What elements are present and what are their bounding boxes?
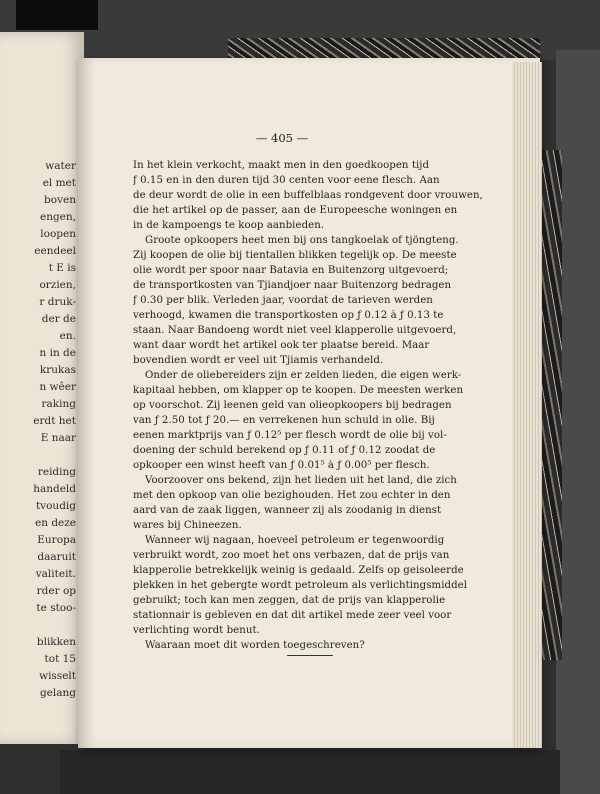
left-page-line: engen, <box>39 211 76 223</box>
body-text-line: met den opkoop van olie bezighouden. Het zou echter in den <box>133 490 451 501</box>
left-page-line: rder op <box>36 585 76 597</box>
left-page-line: krukas <box>39 364 76 376</box>
body-text-line: plekken in het gebergte wordt petroleum als verlichtingsmiddel <box>133 580 468 591</box>
left-page-line: raking <box>41 398 76 410</box>
body-text-line: eenen marktprijs van ƒ 0.12⁵ per flesch wordt de olie bij vol- <box>133 430 447 441</box>
body-text-line: bovendien wordt er veel uit Tjiamis verhandeld. <box>133 355 384 366</box>
body-text-line: Groote opkoopers heet men bij ons tangkoelak of tjöngteng. <box>145 235 459 246</box>
body-text-line: opkooper een winst heeft van ƒ 0.01⁵ à ƒ 0.00⁵ per flesch. <box>133 460 430 471</box>
body-text-line: ƒ 0.15 en in den duren tijd 30 centen voor eene flesch. Aan <box>133 175 440 186</box>
left-page-line: el met <box>42 177 76 189</box>
body-text-line: stationnair is gebleven en dat dit artikel mede zeer veel voor <box>133 610 452 621</box>
body-text-line: In het klein verkocht, maakt men in den goedkoopen tijd <box>133 160 430 171</box>
left-page-line: reiding <box>37 466 76 478</box>
book-board-right <box>556 50 600 794</box>
left-page-line: loopen <box>40 228 76 240</box>
body-text-line: verhoogd, kwamen die transportkosten op ƒ 0.12 à ƒ 0.13 te <box>133 310 444 321</box>
body-text-line: op voorschot. Zij leenen geld van olieopkoopers bij bedragen <box>133 400 452 411</box>
left-page-line: en. <box>59 330 76 342</box>
left-page-line: tot 15 <box>44 653 76 665</box>
body-text-line: die het artikel op de passer, aan de Europeesche woningen en <box>133 205 458 216</box>
marbled-cover-top <box>228 38 540 60</box>
left-page-line: r druk- <box>39 296 76 308</box>
left-page-line: wisselt <box>39 670 76 682</box>
body-text-line: doening der schuld berekend op ƒ 0.11 of ƒ 0.12 zoodat de <box>133 445 436 456</box>
body-text-line: olie wordt per spoor naar Batavia en Buitenzorg uitgevoerd; <box>133 265 449 276</box>
body-text-line: ƒ 0.30 per blik. Verleden jaar, voordat de tarieven werden <box>133 295 433 306</box>
left-page-line: orzien, <box>39 279 76 291</box>
left-page-line: der de <box>41 313 76 325</box>
body-text-line: in de kampoengs te koop aanbieden. <box>133 220 325 231</box>
left-page-line: n wêer <box>39 381 76 393</box>
left-page-line: erdt het <box>33 415 76 427</box>
left-page-line: tvoudig <box>35 500 76 512</box>
body-text-line: verlichting wordt benut. <box>133 625 260 636</box>
body-text-line: de deur wordt de olie in een buffelblaas rondgevent door vrouwen, <box>133 190 483 201</box>
body-text-line: van ƒ 2.50 tot ƒ 20.— en verrekenen hun schuld in olie. Bij <box>133 415 435 426</box>
left-page-line: n in de <box>39 347 76 359</box>
page-number: — 405 — <box>255 131 309 145</box>
left-page-line: water <box>45 160 76 172</box>
body-text-line: want daar wordt het artikel ook ter plaatse bereid. Maar <box>133 340 430 351</box>
body-text-line: Onder de oliebereiders zijn er zelden lieden, die eigen werk- <box>145 370 462 381</box>
book-spine-shadow <box>16 0 98 30</box>
left-page-line: eendeel <box>34 245 76 257</box>
left-page-line: te stoo- <box>36 602 76 614</box>
body-text-line: staan. Naar Bandoeng wordt niet veel klapperolie uitgevoerd, <box>133 325 457 336</box>
desk-bottom <box>60 750 560 794</box>
left-page-line: daaruit <box>37 551 76 563</box>
left-page-line: valiteit. <box>35 568 76 580</box>
body-text-line: aard van de zaak liggen, wanneer zij als zoodanig in dienst <box>133 505 442 516</box>
left-page-line: en deze <box>35 517 76 529</box>
body-text-line: Zij koopen de olie bij tientallen blikken tegelijk op. De meeste <box>133 250 457 261</box>
body-text-line: de transportkosten van Tjiandjoer naar Buitenzorg bedragen <box>133 280 452 291</box>
left-page-line: E naar <box>40 432 76 444</box>
body-text-line: wares bij Chineezen. <box>133 520 242 531</box>
left-page-line: t E is <box>48 262 76 274</box>
left-page-line: boven <box>44 194 76 206</box>
left-page-line: blikken <box>36 636 76 648</box>
body-text-line: Wanneer wij nagaan, hoeveel petroleum er tegenwoordig <box>145 535 445 546</box>
body-text-line: Waaraan moet dit worden toegeschreven? <box>145 640 365 651</box>
left-page-line: Europa <box>37 534 76 546</box>
body-text-line: kapitaal hebben, om klapper op te koopen. De meesten werken <box>133 385 464 396</box>
body-text-line: gebruikt; toch kan men zeggen, dat de prijs van klapperolie <box>133 595 446 606</box>
body-text-line: verbruikt wordt, zoo moet het ons verbazen, dat de prijs van <box>133 550 450 561</box>
left-page-line: handeld <box>33 483 76 495</box>
closing-rule <box>287 655 333 656</box>
left-page-line: gelang <box>39 687 76 699</box>
left-page <box>0 32 84 744</box>
body-text-line: klapperolie betrekkelijk weinig is gedaald. Zelfs op geisoleerde <box>133 565 464 576</box>
body-text-line: Voorzoover ons bekend, zijn het lieden uit het land, die zich <box>145 475 457 486</box>
